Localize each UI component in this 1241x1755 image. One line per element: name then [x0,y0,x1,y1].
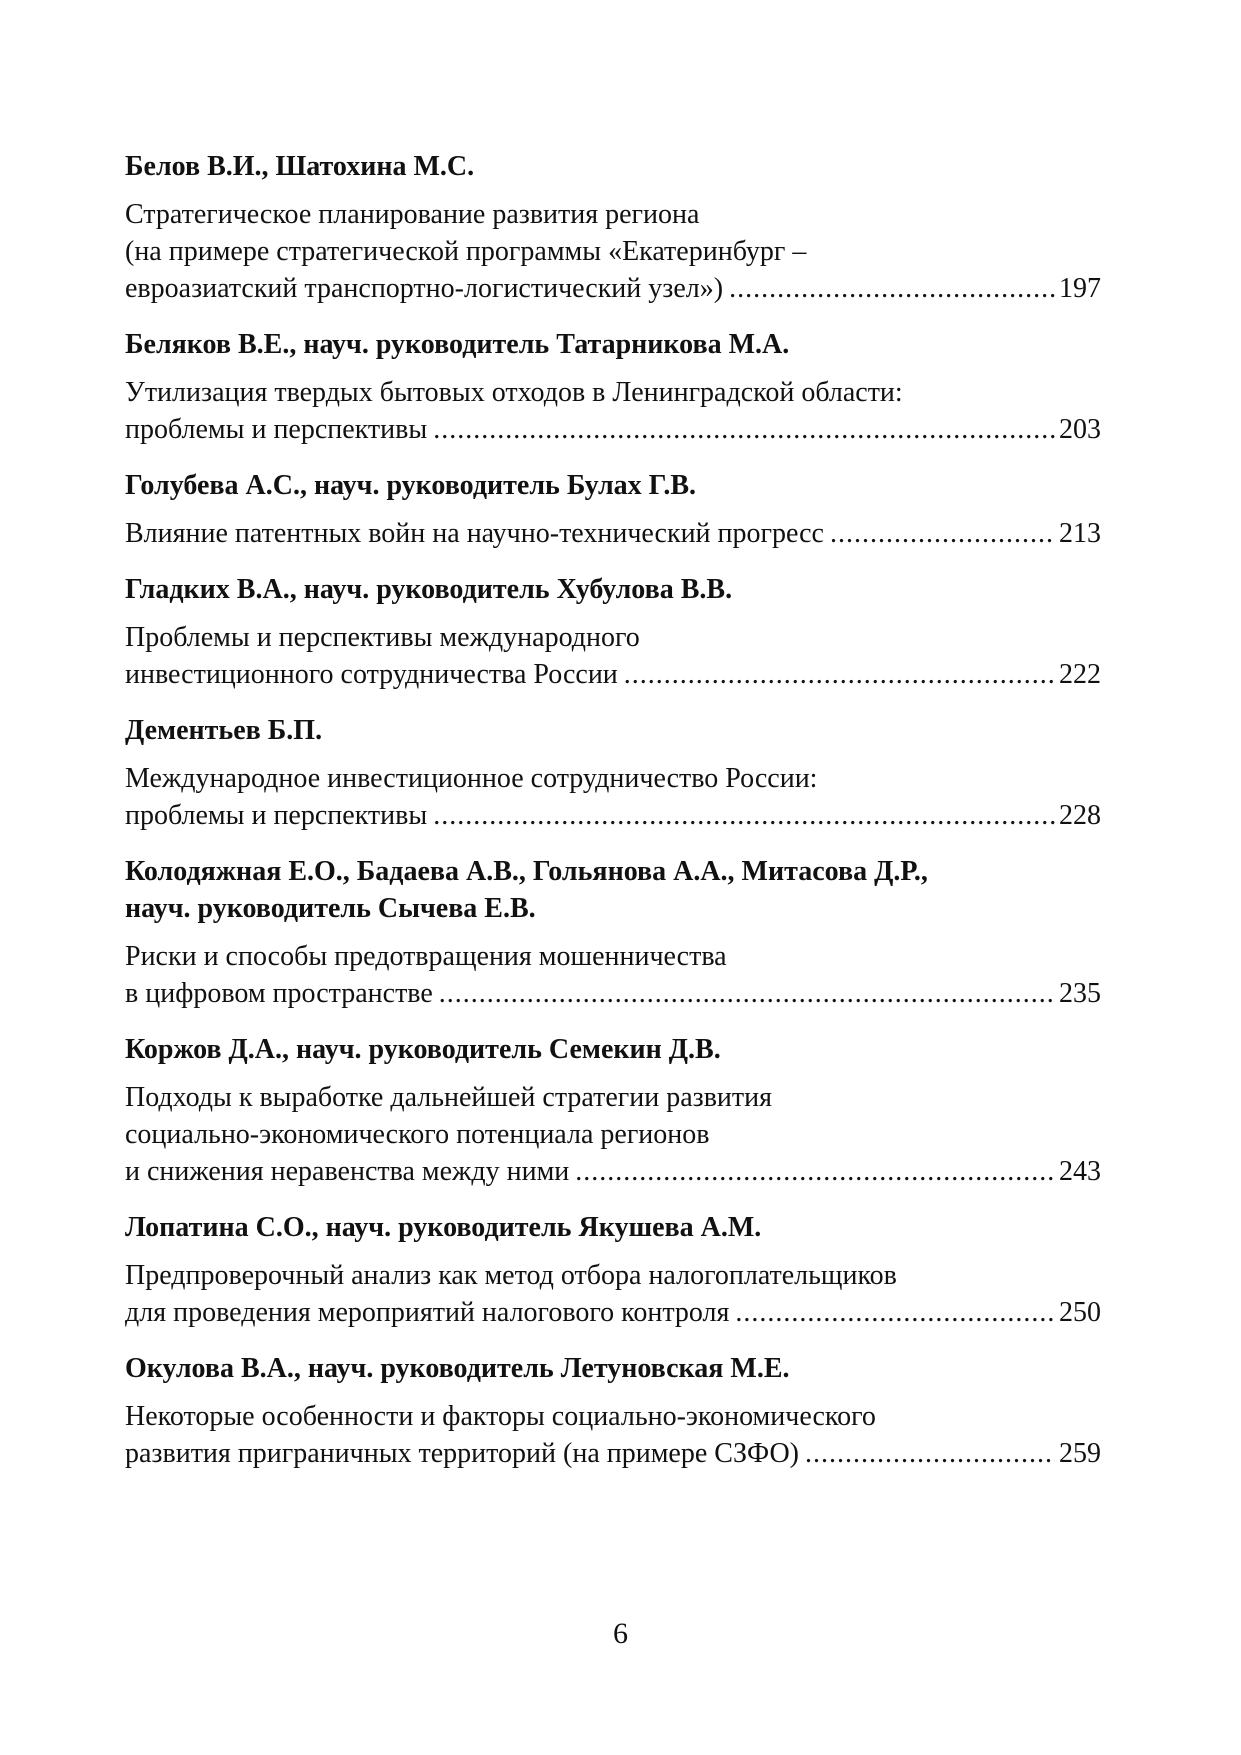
authors-line: Дементьев Б.П. [125,715,323,746]
toc-entry-title [125,619,1101,693]
authors-line: Коржов Д.А., науч. руководитель Семекин Д.В. [125,1034,721,1065]
title-line: инвестиционного сотрудничества России [125,659,618,690]
toc-entry-authors [125,1350,1101,1387]
title-line: проблемы и перспективы [125,414,428,445]
title-line: Некоторые особенности и факторы социально-экономического [125,1401,876,1432]
toc-entry-title [125,515,1101,552]
title-line: Предпроверочный анализ как метод отбора налогоплательщиков [125,1260,897,1291]
toc-entry-title [125,1079,1101,1190]
title-line: для проведения мероприятий налогового контроля [125,1297,730,1328]
toc-entry-authors [125,1031,1101,1068]
dot-leader [729,270,1055,307]
toc-entry-page: 222 [1059,659,1101,690]
toc-entry-page: 243 [1059,1156,1101,1187]
toc-entry[interactable] [125,326,1101,448]
toc-entry[interactable] [125,853,1101,1012]
dot-leader [433,797,1055,834]
dot-leader [575,1153,1055,1190]
authors-line: Гладких В.А., науч. руководитель Хубулова В.В. [125,574,733,605]
toc-entry-title [125,938,1101,1012]
authors-line: Беляков В.Е., науч. руководитель Татарникова М.А. [125,329,790,360]
title-line: в цифровом пространстве [125,978,433,1009]
toc-entry-title [125,374,1101,448]
title-line: проблемы и перспективы [125,800,428,831]
toc-entry[interactable] [125,1350,1101,1472]
title-last-line [125,411,1101,448]
toc-entry-authors [125,853,1101,927]
authors-line: Белов В.И., Шатохина М.С. [125,151,475,182]
title-line: Риски и способы предотвращения мошенничества [125,941,727,972]
toc-entry-authors [125,712,1101,749]
dot-leader [805,1435,1055,1472]
toc-entry-page: 228 [1059,800,1101,831]
dot-leader [433,411,1055,448]
toc-entry-title [125,1398,1101,1472]
toc-entry[interactable] [125,1209,1101,1331]
title-line: и снижения неравенства между ними [125,1156,570,1187]
toc-entry[interactable] [125,467,1101,552]
toc-entry-title [125,760,1101,834]
authors-line: Голубева А.С., науч. руководитель Булах Г.В. [125,470,696,501]
authors-line: Лопатина С.О., науч. руководитель Якушева А.М. [125,1212,762,1243]
toc-entry-title [125,196,1101,307]
title-line: развития приграничных территорий (на примере СЗФО) [125,1438,799,1469]
toc-entry-page: 197 [1059,273,1101,304]
title-line: евроазиатский транспортно-логистический узел») [125,273,724,304]
title-line: Стратегическое планирование развития региона [125,199,700,230]
authors-line: Окулова В.А., науч. руководитель Летуновская М.Е. [125,1353,790,1384]
page-number: 6 [613,1617,628,1650]
authors-line: науч. руководитель Сычева Е.В. [125,893,536,924]
toc-entry[interactable] [125,571,1101,693]
toc-entry-authors [125,467,1101,504]
toc-entry-authors [125,571,1101,608]
toc-entry-authors [125,148,1101,185]
toc-entry-authors [125,326,1101,363]
dot-leader [624,656,1055,693]
toc-entry[interactable] [125,148,1101,307]
toc-entry-title [125,1257,1101,1331]
title-line: (на примере стратегической программы «Екатеринбург – [125,236,807,267]
title-last-line [125,515,1101,552]
title-line: Утилизация твердых бытовых отходов в Ленинградской области: [125,377,903,408]
title-last-line [125,1153,1101,1190]
title-last-line [125,1435,1101,1472]
table-of-contents [125,148,1101,1472]
toc-entry-page: 259 [1059,1438,1101,1469]
toc-entry[interactable] [125,1031,1101,1190]
title-last-line [125,1294,1101,1331]
dot-leader [439,975,1055,1012]
title-last-line [125,270,1101,307]
toc-entry-page: 213 [1059,518,1101,549]
dot-leader [735,1294,1055,1331]
title-line: Проблемы и перспективы международного [125,622,640,653]
toc-entry-page: 250 [1059,1297,1101,1328]
title-last-line [125,975,1101,1012]
title-line: Подходы к выработке дальнейшей стратегии развития [125,1082,773,1113]
authors-line: Колодяжная Е.О., Бадаева А.В., Гольянова А.А., Митасова Д.Р., [125,856,928,887]
toc-entry-page: 235 [1059,978,1101,1009]
title-line: Международное инвестиционное сотрудничество России: [125,763,818,794]
toc-entry[interactable] [125,712,1101,834]
title-line: Влияние патентных войн на научно-технический прогресс [125,518,824,549]
toc-entry-page: 203 [1059,414,1101,445]
title-last-line [125,797,1101,834]
toc-entry-authors [125,1209,1101,1246]
title-last-line [125,656,1101,693]
dot-leader [830,515,1055,552]
title-line: социально-экономического потенциала регионов [125,1119,710,1150]
